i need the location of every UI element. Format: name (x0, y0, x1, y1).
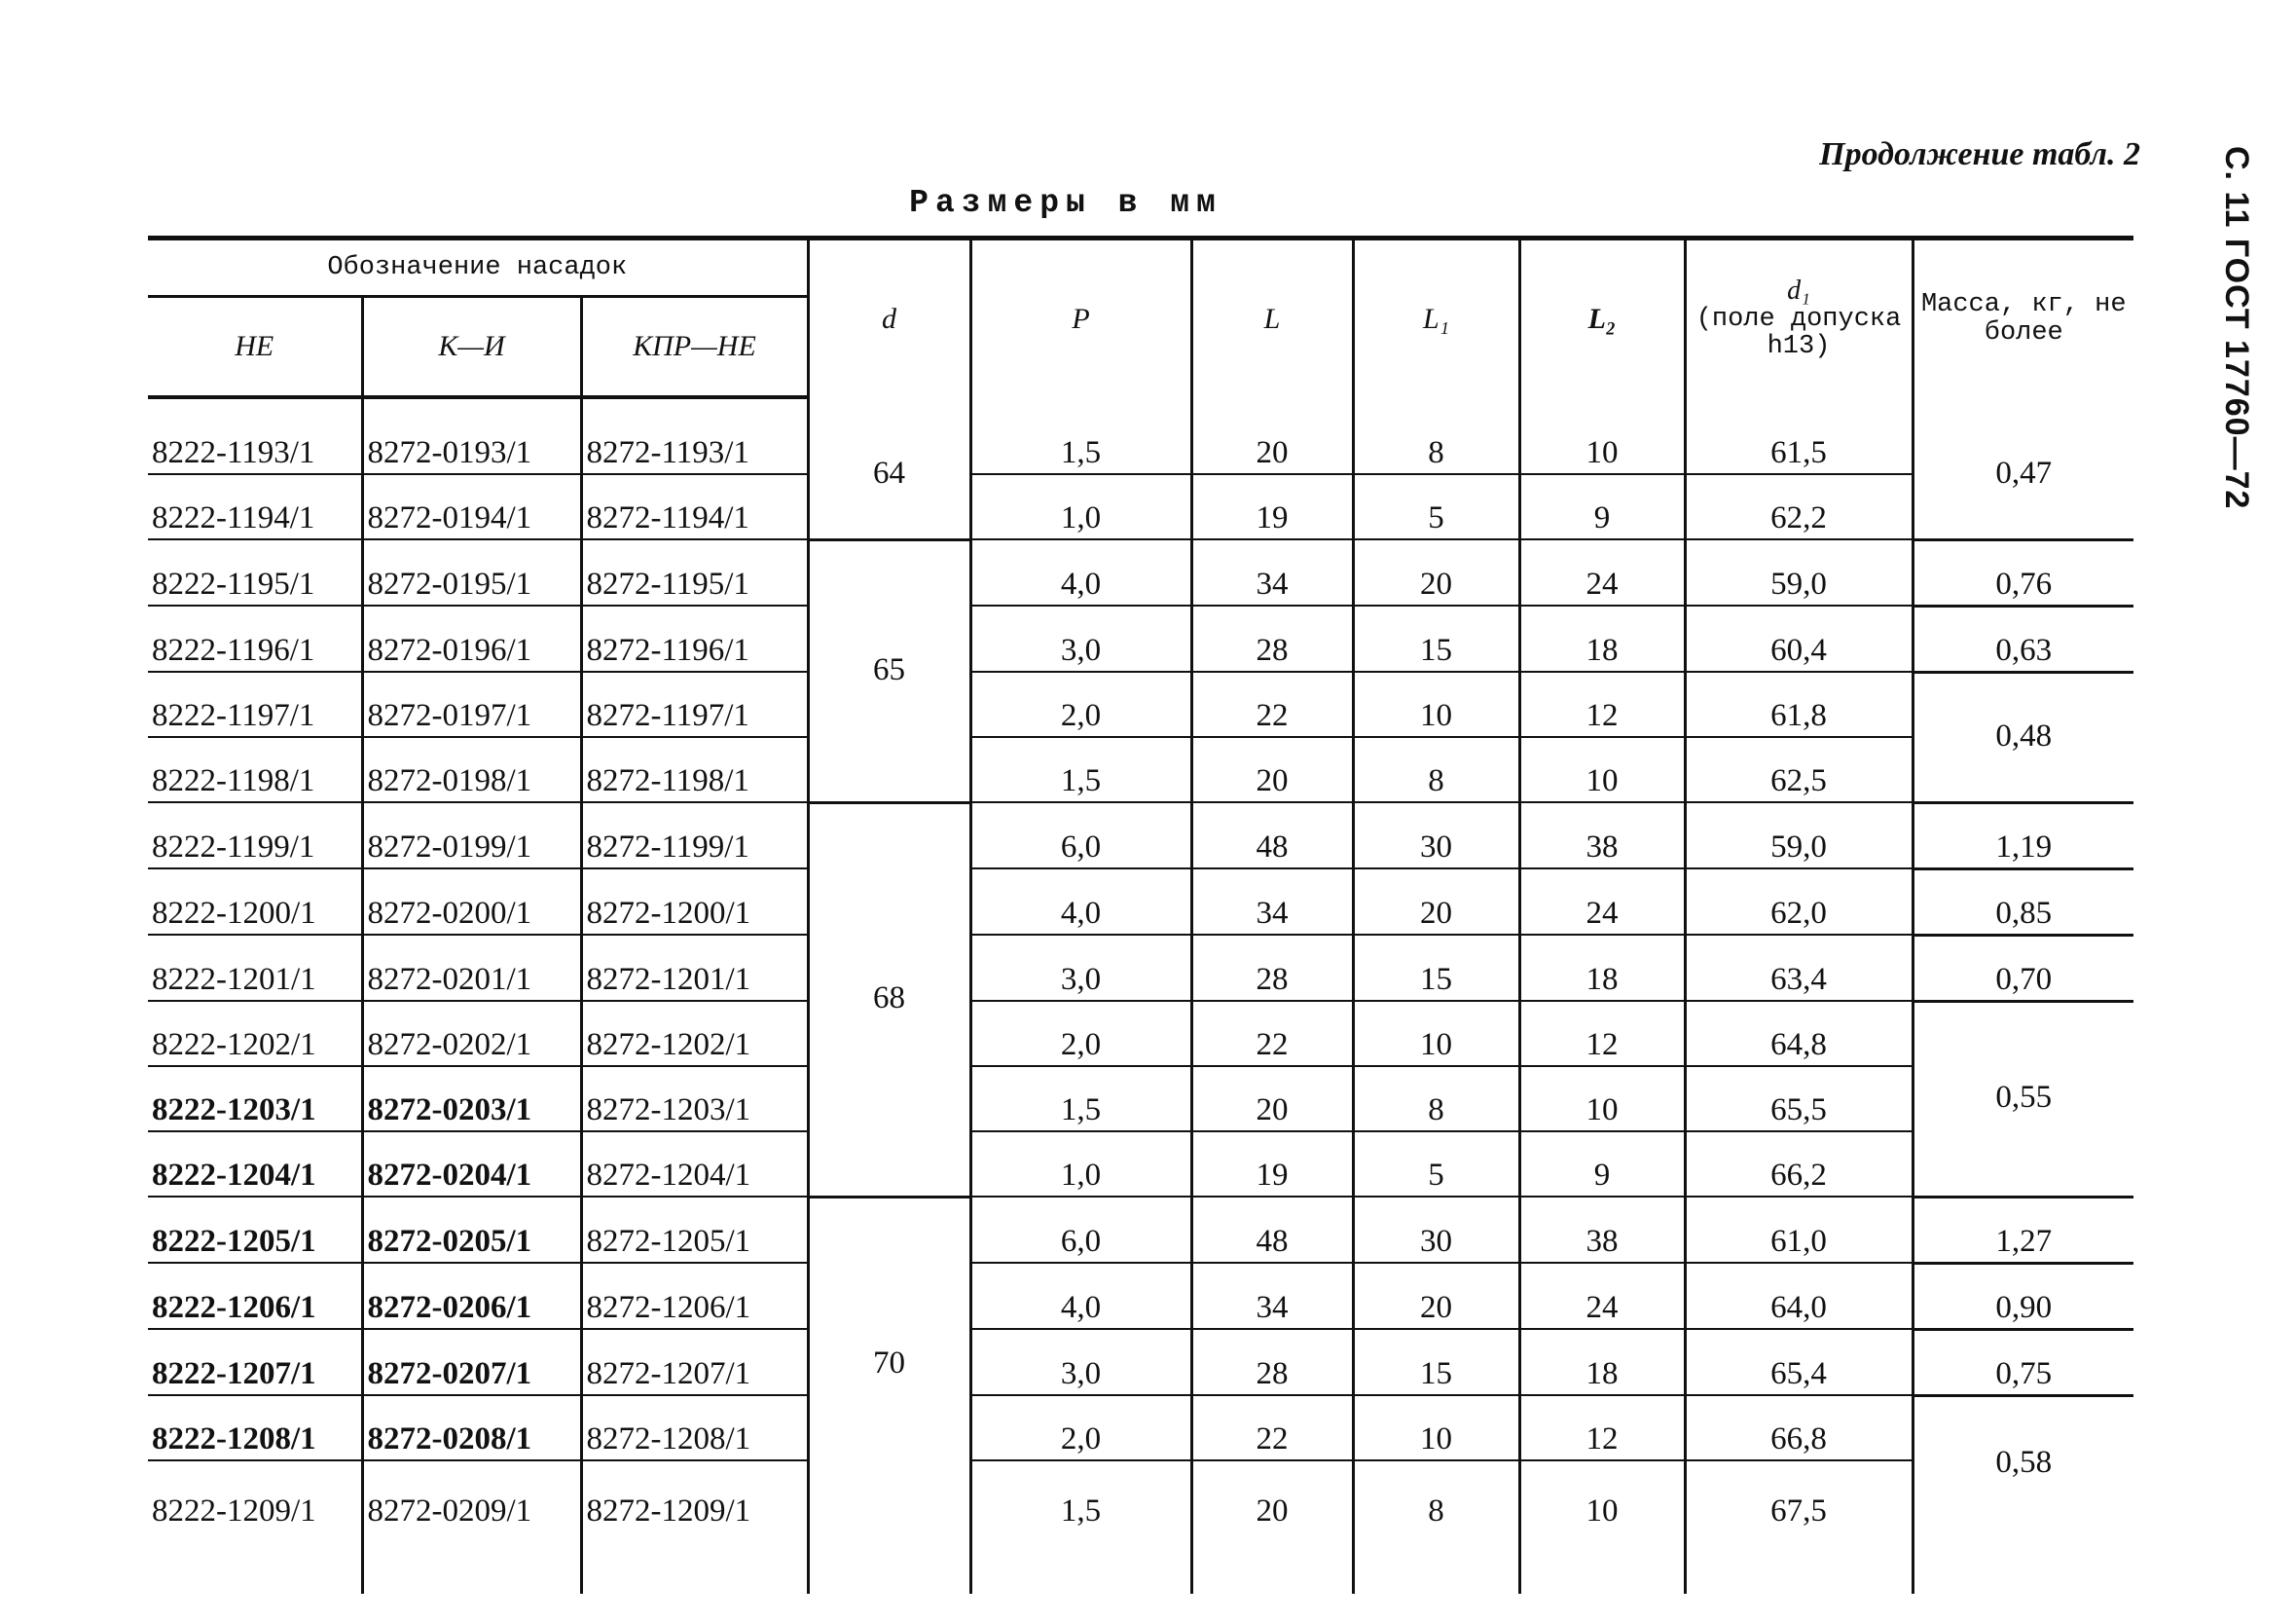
cell-l1-value: 5 (1353, 474, 1519, 539)
table-row (148, 868, 2133, 935)
column-header-d1 (1685, 239, 1913, 398)
cell-l2-value: 24 (1519, 868, 1685, 935)
empty-cell (148, 1531, 362, 1594)
cell-l2-value: 12 (1519, 1001, 1685, 1066)
cell-ne-code: 8222-1207/1 (148, 1329, 362, 1395)
cell-d1-value: 62,0 (1685, 868, 1913, 935)
cell-l2-value: 24 (1519, 539, 1685, 606)
cell-d1-value: 64,8 (1685, 1001, 1913, 1066)
cell-l1-value: 10 (1353, 1395, 1519, 1460)
cell-d1-value: 61,5 (1685, 397, 1913, 474)
cell-kpr-ne-code: 8272-1196/1 (581, 606, 808, 672)
cell-p-value: 1,5 (970, 737, 1191, 802)
table-row (148, 672, 2133, 737)
cell-p-value: 4,0 (970, 539, 1191, 606)
table-row (148, 802, 2133, 868)
cell-kpr-ne-code: 8272-1200/1 (581, 868, 808, 935)
table-tail-row (148, 1531, 2133, 1594)
cell-kpr-ne-code: 8272-1193/1 (581, 397, 808, 474)
empty-cell (970, 1531, 1191, 1594)
column-header-p: P (970, 239, 1191, 398)
cell-l2-value: 9 (1519, 1131, 1685, 1197)
cell-kpr-ne-code: 8272-1202/1 (581, 1001, 808, 1066)
cell-d1-value: 67,5 (1685, 1460, 1913, 1531)
cell-ki-code: 8272-0193/1 (362, 397, 581, 474)
table-row (148, 1329, 2133, 1395)
cell-p-value: 2,0 (970, 1395, 1191, 1460)
cell-ki-code: 8272-0202/1 (362, 1001, 581, 1066)
cell-l2-value: 12 (1519, 1395, 1685, 1460)
cell-kpr-ne-code: 8272-1198/1 (581, 737, 808, 802)
cell-kpr-ne-code: 8272-1205/1 (581, 1197, 808, 1263)
empty-cell (1685, 1531, 1913, 1594)
cell-ne-code: 8222-1193/1 (148, 397, 362, 474)
cell-l2-value: 18 (1519, 935, 1685, 1001)
cell-l1-value: 10 (1353, 1001, 1519, 1066)
cell-d1-value: 61,8 (1685, 672, 1913, 737)
cell-l2-value: 18 (1519, 606, 1685, 672)
cell-d-value: 64 (808, 397, 970, 539)
cell-l1-value: 20 (1353, 539, 1519, 606)
cell-ki-code: 8272-0209/1 (362, 1460, 581, 1531)
cell-l2-value: 9 (1519, 474, 1685, 539)
cell-l-value: 22 (1191, 1395, 1353, 1460)
cell-ne-code: 8222-1202/1 (148, 1001, 362, 1066)
cell-d-value: 68 (808, 802, 970, 1197)
table-row (148, 1197, 2133, 1263)
table-row (148, 1001, 2133, 1066)
cell-kpr-ne-code: 8272-1206/1 (581, 1263, 808, 1329)
cell-ne-code: 8222-1208/1 (148, 1395, 362, 1460)
cell-l2-value: 18 (1519, 1329, 1685, 1395)
table-row (148, 1395, 2133, 1460)
empty-cell (1353, 1531, 1519, 1594)
cell-p-value: 1,5 (970, 397, 1191, 474)
cell-d1-value: 66,8 (1685, 1395, 1913, 1460)
cell-kpr-ne-code: 8272-1201/1 (581, 935, 808, 1001)
column-header-l2: L₂ (1519, 239, 1685, 398)
cell-mass-value: 0,58 (1913, 1395, 2133, 1531)
cell-kpr-ne-code: 8272-1194/1 (581, 474, 808, 539)
cell-l-value: 48 (1191, 1197, 1353, 1263)
cell-l-value: 20 (1191, 1460, 1353, 1531)
cell-d1-value: 61,0 (1685, 1197, 1913, 1263)
cell-l2-value: 10 (1519, 737, 1685, 802)
cell-l-value: 19 (1191, 1131, 1353, 1197)
d1-tolerance-note: (поле допуска h13) (1695, 304, 1902, 362)
cell-l-value: 34 (1191, 539, 1353, 606)
page-side-label: С. 11 ГОСТ 17760—72 (2218, 146, 2255, 510)
cell-l2-value: 24 (1519, 1263, 1685, 1329)
cell-ki-code: 8272-0196/1 (362, 606, 581, 672)
cell-d1-value: 65,5 (1685, 1066, 1913, 1131)
cell-ki-code: 8272-0203/1 (362, 1066, 581, 1131)
cell-ne-code: 8222-1203/1 (148, 1066, 362, 1131)
cell-ne-code: 8222-1194/1 (148, 474, 362, 539)
cell-d1-value: 62,5 (1685, 737, 1913, 802)
cell-p-value: 3,0 (970, 606, 1191, 672)
cell-ne-code: 8222-1196/1 (148, 606, 362, 672)
cell-ne-code: 8222-1206/1 (148, 1263, 362, 1329)
cell-ne-code: 8222-1204/1 (148, 1131, 362, 1197)
cell-l1-value: 30 (1353, 1197, 1519, 1263)
cell-l-value: 20 (1191, 1066, 1353, 1131)
cell-l1-value: 8 (1353, 397, 1519, 474)
cell-mass-value: 0,55 (1913, 1001, 2133, 1197)
column-header-l: L (1191, 239, 1353, 398)
cell-d-value: 65 (808, 539, 970, 802)
cell-ki-code: 8272-0201/1 (362, 935, 581, 1001)
cell-d1-value: 62,2 (1685, 474, 1913, 539)
group-header-nozzle-designation: Обозначение насадок (148, 239, 808, 297)
cell-d1-value: 59,0 (1685, 802, 1913, 868)
cell-p-value: 1,0 (970, 474, 1191, 539)
cell-l2-value: 10 (1519, 1066, 1685, 1131)
cell-p-value: 4,0 (970, 868, 1191, 935)
cell-ne-code: 8222-1199/1 (148, 802, 362, 868)
column-header-kpr-ne: КПР—НЕ (581, 297, 808, 398)
cell-ki-code: 8272-0206/1 (362, 1263, 581, 1329)
cell-kpr-ne-code: 8272-1199/1 (581, 802, 808, 868)
cell-l1-value: 15 (1353, 1329, 1519, 1395)
cell-d-value: 70 (808, 1197, 970, 1531)
column-header-l1: L₁ (1353, 239, 1519, 398)
cell-ki-code: 8272-0200/1 (362, 868, 581, 935)
cell-p-value: 6,0 (970, 802, 1191, 868)
cell-ne-code: 8222-1195/1 (148, 539, 362, 606)
d1-symbol: d₁ (1787, 276, 1810, 307)
cell-l-value: 20 (1191, 397, 1353, 474)
cell-p-value: 3,0 (970, 935, 1191, 1001)
table-row (148, 1460, 2133, 1531)
column-header-ki: К—И (362, 297, 581, 398)
cell-ki-code: 8272-0199/1 (362, 802, 581, 868)
empty-cell (1913, 1531, 2133, 1594)
cell-kpr-ne-code: 8272-1203/1 (581, 1066, 808, 1131)
cell-p-value: 1,5 (970, 1066, 1191, 1131)
cell-l-value: 34 (1191, 868, 1353, 935)
cell-ki-code: 8272-0204/1 (362, 1131, 581, 1197)
cell-d1-value: 65,4 (1685, 1329, 1913, 1395)
cell-mass-value: 0,90 (1913, 1263, 2133, 1329)
cell-l1-value: 8 (1353, 1066, 1519, 1131)
cell-mass-value: 1,19 (1913, 802, 2133, 868)
table-body (148, 397, 2133, 1594)
empty-cell (581, 1531, 808, 1594)
cell-l2-value: 12 (1519, 672, 1685, 737)
cell-l-value: 22 (1191, 672, 1353, 737)
cell-ne-code: 8222-1205/1 (148, 1197, 362, 1263)
cell-p-value: 3,0 (970, 1329, 1191, 1395)
cell-l2-value: 10 (1519, 397, 1685, 474)
cell-kpr-ne-code: 8272-1197/1 (581, 672, 808, 737)
table-row (148, 606, 2133, 672)
cell-ki-code: 8272-0197/1 (362, 672, 581, 737)
cell-l2-value: 38 (1519, 802, 1685, 868)
units-caption: Размеры в мм (909, 185, 1222, 221)
cell-l-value: 20 (1191, 737, 1353, 802)
cell-ki-code: 8272-0195/1 (362, 539, 581, 606)
cell-l1-value: 20 (1353, 868, 1519, 935)
cell-l1-value: 20 (1353, 1263, 1519, 1329)
column-header-ne: НЕ (148, 297, 362, 398)
cell-mass-value: 0,85 (1913, 868, 2133, 935)
cell-d1-value: 66,2 (1685, 1131, 1913, 1197)
cell-kpr-ne-code: 8272-1207/1 (581, 1329, 808, 1395)
column-header-d: d (808, 239, 970, 398)
cell-l1-value: 15 (1353, 606, 1519, 672)
cell-l2-value: 38 (1519, 1197, 1685, 1263)
empty-cell (1519, 1531, 1685, 1594)
cell-l1-value: 8 (1353, 1460, 1519, 1531)
cell-mass-value: 0,63 (1913, 606, 2133, 672)
cell-l-value: 34 (1191, 1263, 1353, 1329)
cell-p-value: 1,5 (970, 1460, 1191, 1531)
cell-l2-value: 10 (1519, 1460, 1685, 1531)
table-row (148, 1131, 2133, 1197)
cell-mass-value: 0,75 (1913, 1329, 2133, 1395)
continuation-label: Продолжение табл. 2 (1819, 136, 2140, 172)
cell-p-value: 2,0 (970, 672, 1191, 737)
cell-ne-code: 8222-1198/1 (148, 737, 362, 802)
cell-ki-code: 8272-0198/1 (362, 737, 581, 802)
cell-l1-value: 10 (1353, 672, 1519, 737)
table-row (148, 474, 2133, 539)
cell-mass-value: 1,27 (1913, 1197, 2133, 1263)
cell-kpr-ne-code: 8272-1204/1 (581, 1131, 808, 1197)
cell-d1-value: 63,4 (1685, 935, 1913, 1001)
cell-ki-code: 8272-0205/1 (362, 1197, 581, 1263)
cell-l1-value: 15 (1353, 935, 1519, 1001)
cell-l1-value: 30 (1353, 802, 1519, 868)
cell-ki-code: 8272-0194/1 (362, 474, 581, 539)
cell-ne-code: 8222-1201/1 (148, 935, 362, 1001)
empty-cell (808, 1531, 970, 1594)
cell-p-value: 6,0 (970, 1197, 1191, 1263)
table-row (148, 1263, 2133, 1329)
column-header-mass: Масса, кг, не более (1913, 239, 2133, 398)
cell-p-value: 2,0 (970, 1001, 1191, 1066)
cell-mass-value: 0,76 (1913, 539, 2133, 606)
cell-kpr-ne-code: 8272-1209/1 (581, 1460, 808, 1531)
cell-ne-code: 8222-1197/1 (148, 672, 362, 737)
cell-p-value: 1,0 (970, 1131, 1191, 1197)
cell-kpr-ne-code: 8272-1195/1 (581, 539, 808, 606)
cell-kpr-ne-code: 8272-1208/1 (581, 1395, 808, 1460)
cell-mass-value: 0,70 (1913, 935, 2133, 1001)
table-row (148, 737, 2133, 802)
cell-l-value: 48 (1191, 802, 1353, 868)
cell-l-value: 19 (1191, 474, 1353, 539)
cell-ki-code: 8272-0207/1 (362, 1329, 581, 1395)
cell-l-value: 28 (1191, 606, 1353, 672)
cell-ki-code: 8272-0208/1 (362, 1395, 581, 1460)
cell-ne-code: 8222-1209/1 (152, 1493, 316, 1529)
table-row (148, 539, 2133, 606)
cell-l1-value: 5 (1353, 1131, 1519, 1197)
cell-l-value: 28 (1191, 1329, 1353, 1395)
cell-d1-value: 64,0 (1685, 1263, 1913, 1329)
dimensions-table (148, 236, 2133, 1594)
cell-l-value: 22 (1191, 1001, 1353, 1066)
cell-ne-code: 8222-1200/1 (148, 868, 362, 935)
cell-d1-value: 59,0 (1685, 539, 1913, 606)
cell-mass-value: 0,47 (1913, 397, 2133, 539)
cell-l1-value: 8 (1353, 737, 1519, 802)
table-row (148, 935, 2133, 1001)
table-row (148, 1066, 2133, 1131)
empty-cell (1191, 1531, 1353, 1594)
empty-cell (362, 1531, 581, 1594)
table-row (148, 397, 2133, 474)
cell-d1-value: 60,4 (1685, 606, 1913, 672)
cell-mass-value: 0,48 (1913, 672, 2133, 802)
cell-p-value: 4,0 (970, 1263, 1191, 1329)
cell-l-value: 28 (1191, 935, 1353, 1001)
